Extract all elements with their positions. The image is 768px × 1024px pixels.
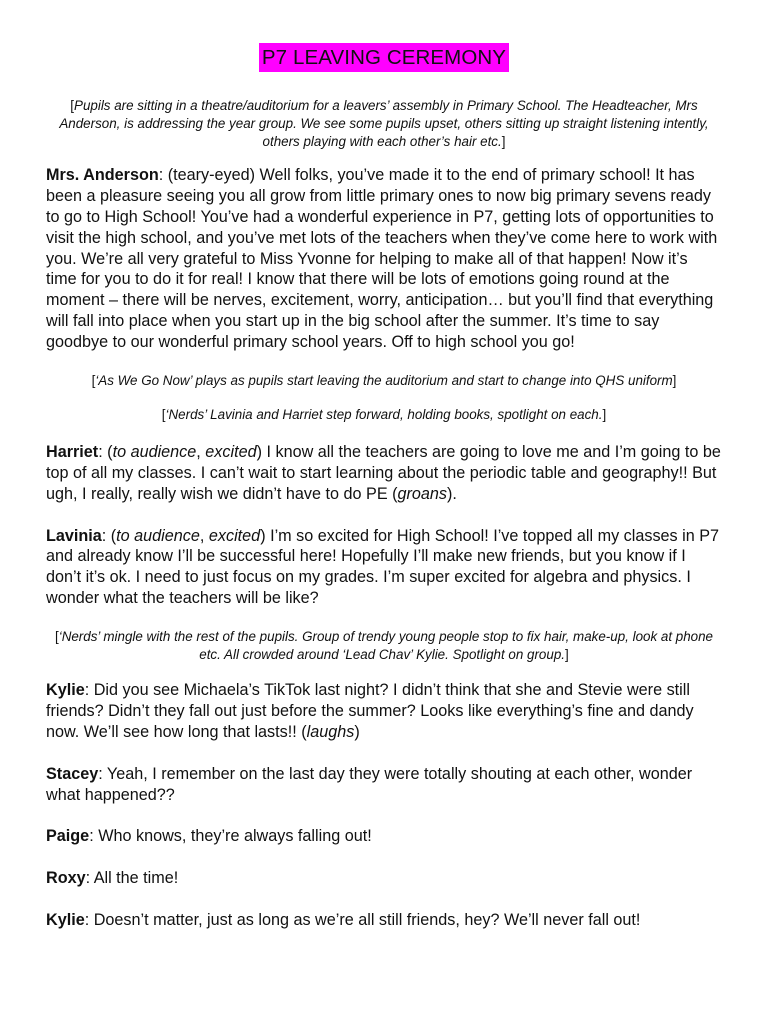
speaker-name: Kylie [46,910,85,929]
speaker-separator: : [98,764,103,783]
paren-open: ( [106,526,117,545]
speech-end: ). [447,484,457,503]
stage-direction-opening [46,97,722,150]
speech-kylie-first [46,680,722,742]
bracket-open: [ [161,407,166,423]
aside-text: to audience [116,526,200,545]
bracket-close: ] [565,646,569,662]
speech-text: Who knows, they’re always falling out! [93,827,372,846]
speaker-separator: : [84,681,90,700]
speech-end: ) [354,722,360,741]
speaker-separator: : [89,827,94,846]
speaker-separator: : [101,526,107,545]
title-wrap [46,43,722,75]
bracket-open: [ [91,372,96,388]
speech-text: Yeah, I remember on the last day they were totally shouting at each other, wonder what happened?? [46,764,693,804]
bracket-open: [ [70,98,75,113]
paren-close: ) [260,526,266,545]
speech-text: Did you see Michaela’s TikTok last night? I didn’t think that she and Stevie were still friends? Didn’t they fall out just before the summer? Looks like everything’s fine and dandy now. We’ll see how long that lasts!! ( [46,681,694,741]
speaker-name: Paige [46,827,90,846]
bracket-open: [ [54,628,59,644]
aside-text: excited [205,443,257,462]
speaker-name: Harriet [46,443,99,462]
aside-text: laughs [306,722,355,741]
stage-direction-text: ‘Nerds’ Lavinia and Harriet step forward, holding books, spotlight on each. [165,407,603,423]
stage-direction-nerds [46,406,722,424]
stage-direction-text: Pupils are sitting in a theatre/auditorium for a leavers’ assembly in Primary School. The Headteacher, Mrs Anderson, is addressing the year group. We see some pupils upset, others sitting up straight listening intently, others playing with each other’s hair etc. [59,98,709,149]
speech-text: (teary-eyed) Well folks, you’ve made it to the end of primary school! It has been a pleasure seeing you all grow from little primary ones to now big primary sevens ready to go to High School! You’ve had a wonderful experience in P7, getting lots of opportunities to visit the high school, and you’ve met lots of the teachers when they’ve come here to work with you. We’re all very grateful to Miss Yvonne for helping to make all of that happen! Now it’s time for you to do it for real! I know that there will be lots of emotions going round at the moment – there will be nerves, excitement, worry, anticipation… but you’ll find that everything will fall into place when you start up in the big school after the summer. It’s time to say goodbye to our wonderful primary school years. Off to high school you go! [46,166,718,351]
aside-comma: , [196,443,206,462]
speech-paige [46,826,722,847]
speaker-separator: : [158,166,164,185]
bracket-close: ] [501,133,506,149]
speech-harriet [46,442,722,504]
aside-comma: , [199,526,209,545]
paren-open: ( [102,443,113,462]
paren-close: ) [256,443,262,462]
stage-direction-text: ‘Nerds’ mingle with the rest of the pupils. Group of trendy young people stop to fix hair, make-up, look at phone etc. All crowded around ‘Lead Chav’ Kylie. Spotlight on group. [58,628,714,662]
speech-roxy [46,868,722,889]
speaker-name: Lavinia [46,526,102,545]
aside-text: to audience [112,443,197,462]
speaker-name: Kylie [46,681,85,700]
stage-direction-text: ‘As We Go Now’ plays as pupils start leaving the auditorium and start to change into QHS uniform [95,372,673,388]
speaker-separator: : [84,910,90,929]
bracket-close: ] [672,372,677,388]
speaker-name: Roxy [46,869,86,888]
stage-direction-group [46,628,722,664]
aside-text: groans [397,484,448,503]
speech-text: I’m so excited for High School! I’ve topped all my classes in P7 and already know I’ll be successful here! Hopefully I’ll make new friends, but you know if I don’t it’s ok. I need to just focus on my grades. I’m super excited for algebra and physics. I wonder what the teachers will be like? [46,526,720,607]
speech-text: I know all the teachers are going to love me and I’m going to be top of all my classes. I can’t wait to start learning about the periodic table and geography!! But ugh, I really, really wish we didn’t have to do PE ( [46,443,721,503]
speaker-separator: : [85,869,91,888]
stage-direction-music [46,372,722,390]
speech-kylie-second [46,910,722,931]
speaker-separator: : [98,443,103,462]
speech-stacey [46,764,722,806]
speech-text: All the time! [90,869,179,888]
speech-lavinia [46,526,722,609]
aside-text: excited [208,526,261,545]
bracket-close: ] [602,407,607,423]
speech-text: Doesn’t matter, just as long as we’re all still friends, hey? We’ll never fall out! [89,910,641,929]
speaker-name: Stacey [46,764,99,783]
speech-mrs-anderson [46,165,722,352]
page-title: P7 LEAVING CEREMONY [259,43,509,72]
speaker-name: Mrs. Anderson [46,166,159,185]
